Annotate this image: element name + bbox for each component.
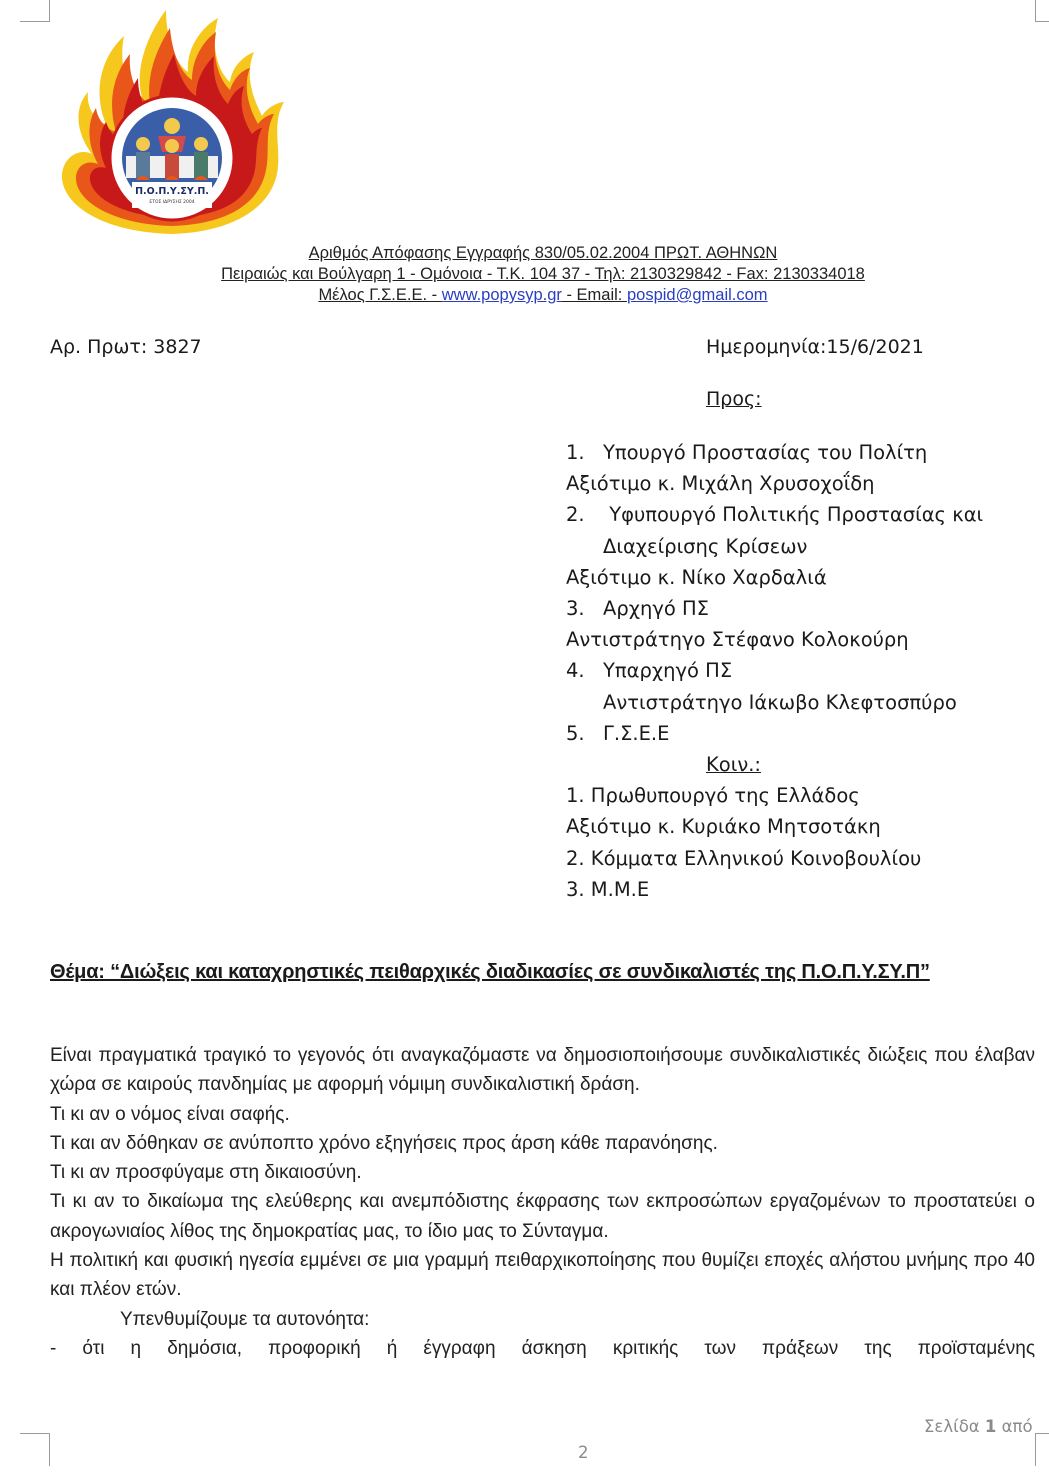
letterhead — [0, 243, 1049, 306]
document-date: Ημερομηνία:15/6/2021 — [706, 336, 924, 358]
total-pages: 2 — [578, 1443, 589, 1462]
crop-mark-bottom-right — [1035, 1433, 1049, 1466]
email-link[interactable]: pospid@gmail.com — [626, 286, 768, 304]
body-paragraph: Τι κι αν το δικαίωμα της ελεύθερης και ανεμπόδιστης έκφρασης των εκπροσώπων εργαζομένων το προστατεύει ο ακρογωνιαίος λίθος της δημοκρατίας μας, το ίδιο μας το Σύνταγμα. — [50, 1191, 1035, 1242]
cc-item: 1. Πρωθυπουργό της Ελλάδος — [566, 784, 860, 808]
registration-line: Αριθμός Απόφασης Εγγραφής 830/05.02.2004 ΠΡΩΤ. ΑΘΗΝΩΝ — [308, 244, 778, 262]
protocol-number: Αρ. Πρωτ: 3827 — [50, 336, 202, 358]
body-paragraph: Τι κι αν προσφύγαμε στη δικαιοσύνη. — [50, 1162, 362, 1184]
body-paragraph: Η πολιτική και φυσική ηγεσία εμμένει σε μια γραμμή πειθαρχικοποίησης που θυμίζει εποχές αλήστου μνήμης προ 40 και πλέον ετών. — [50, 1250, 1035, 1301]
body-paragraph: Τι κι αν ο νόμος είναι σαφής. — [50, 1103, 290, 1125]
logo-acronym: Π.Ο.Π.Υ.ΣΥ.Π. — [135, 186, 209, 197]
recipient-item-continuation: Διαχείρισης Κρίσεων — [603, 534, 808, 558]
current-page: 1 — [984, 1417, 997, 1436]
recipient-item: 1. Υπουργό Προστασίας του Πολίτη — [566, 441, 928, 464]
address-line: Πειραιώς και Βούλγαρη 1 - Ομόνοια - Τ.Κ. 104 37 - Τηλ: 2130329842 - Fax: 2130334018 — [221, 265, 865, 283]
union-logo — [58, 6, 286, 238]
logo-founded-year: ΕΤΟΣ ΙΔΡΥΣΗΣ 2004 — [149, 200, 195, 205]
recipients-heading: Προς: — [706, 388, 762, 410]
recipients-list — [566, 437, 983, 905]
body-bullet: - ότι η δημόσια, προφορική ή έγγραφη άσκηση κριτικής των πράξεων της προϊσταμένης — [50, 1337, 1035, 1359]
recipient-item: 5. Γ.Σ.Ε.Ε — [566, 721, 670, 745]
recipient-addressee: Αξιότιμο κ. Νίκο Χαρδαλιά — [566, 565, 827, 589]
crop-mark-bottom-left — [20, 1433, 50, 1466]
cc-item: 3. Μ.Μ.Ε — [566, 877, 650, 901]
body-paragraph: Είναι πραγματικά τραγικό το γεγονός ότι αναγκαζόμαστε να δημοσιοποιήσουμε συνδικαλιστικές διώξεις που έλαβαν χώρα σε καιρούς πανδημίας με αφορμή νόμιμη συνδικαλιστική δράση. — [50, 1045, 1035, 1096]
recipient-item: 3. Αρχηγό ΠΣ — [566, 597, 709, 621]
recipient-item-continuation: Αντιστράτηγο Ιάκωβο Κλεφτοσπύρο — [603, 690, 957, 714]
body-paragraph: Τι και αν δόθηκαν σε ανύποπτο χρόνο εξηγήσεις προς άρση κάθε παρανόησης. — [50, 1132, 718, 1154]
membership-line: Μέλος Γ.Σ.Ε.Ε. - www.popysyp.gr - Email: pospid@gmail.com — [318, 286, 768, 304]
cc-item: 2. Κόμματα Ελληνικού Κοινοβουλίου — [566, 846, 922, 870]
body-paragraph: Υπενθυμίζουμε τα αυτονόητα: — [120, 1308, 370, 1330]
crop-mark-top-right — [1035, 0, 1049, 22]
cc-item: Αξιότιμο κ. Κυριάκο Μητσοτάκη — [566, 815, 881, 839]
subject-line: Θέμα: “Διώξεις και καταχρηστικές πειθαρχικές διαδικασίες σε συνδικαλιστές της Π.Ο.Π.Υ.ΣΥ.Π” — [50, 961, 930, 983]
letter-body — [50, 1041, 1035, 1363]
cc-heading: Κοιν.: — [706, 753, 761, 777]
crop-mark-top-left — [20, 0, 50, 22]
recipient-item: 4. Υπαρχηγό ΠΣ — [566, 659, 733, 683]
recipient-addressee: Αξιότιμο κ. Μιχάλη Χρυσοχοΐδη — [566, 472, 875, 496]
recipient-item: 2. Υφυπουργό Πολιτικής Προστασίας και — [566, 503, 984, 527]
page-indicator: Σελίδα 1 από — [924, 1417, 1033, 1436]
website-link[interactable]: www.popysyp.gr — [441, 286, 562, 304]
recipient-addressee: Αντιστράτηγο Στέφανο Κολοκούρη — [566, 628, 909, 652]
